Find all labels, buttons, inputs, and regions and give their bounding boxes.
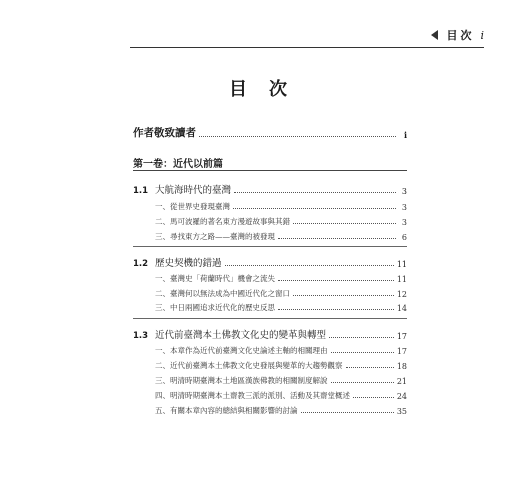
dot-leader: [331, 351, 394, 353]
running-title: 目次: [446, 29, 475, 42]
section-page: 12: [396, 290, 407, 299]
chapter-number: 1.1: [133, 186, 149, 196]
section-label: 三、明清時期臺灣本土地區漢族佛教的相關制度解說: [155, 376, 328, 385]
section-page: 18: [396, 362, 407, 371]
dot-leader: [278, 279, 394, 281]
dot-leader: [353, 396, 394, 398]
toc-entry-preface[interactable]: [133, 125, 407, 140]
section-page: 3: [401, 203, 407, 212]
section-page: 35: [396, 407, 407, 416]
part-rule: [133, 170, 407, 171]
chapter-page: 11: [396, 260, 407, 269]
header-page-number: i: [480, 28, 484, 42]
dot-leader: [225, 264, 394, 266]
dot-leader: [293, 222, 396, 224]
toc-chapter-1-3[interactable]: [133, 327, 407, 341]
chapter-page: 17: [396, 332, 407, 341]
section-label: 五、有關本章內容的總結與相關影響的討論: [155, 406, 298, 415]
section-page: 11: [396, 275, 407, 284]
toc-section[interactable]: [155, 390, 407, 401]
running-header: [0, 25, 484, 45]
toc-section[interactable]: [155, 375, 407, 386]
dot-leader: [293, 294, 394, 296]
preface-page: i: [403, 130, 407, 140]
section-label: 四、明清時期臺灣本土齋教三派的派別、活動及其齋堂概述: [155, 391, 350, 400]
toc-section[interactable]: [155, 345, 407, 356]
section-label: 二、馬可波羅的著名東方漫遊故事與其錯: [155, 217, 290, 226]
section-page: 17: [396, 347, 407, 356]
section-label: 三、尋找東方之路——臺灣的被發現: [155, 232, 275, 241]
section-label: 二、臺灣何以無法成為中國近代化之窗口: [155, 289, 290, 298]
toc-section[interactable]: [155, 216, 407, 227]
dot-leader: [234, 191, 396, 193]
dot-leader: [278, 237, 396, 239]
dot-leader: [301, 411, 394, 413]
dot-leader: [278, 308, 394, 310]
chapter-title: 歷史契機的錯過: [155, 258, 222, 269]
section-label: 一、從世界史發現臺灣: [155, 202, 230, 211]
chapter-title: 近代前臺灣本土佛教文化史的變革與轉型: [155, 330, 327, 341]
section-page: 24: [396, 392, 407, 401]
section-label: 一、本章作為近代前臺灣文化史論述主軸的相關理由: [155, 346, 328, 355]
toc-section[interactable]: [155, 302, 407, 313]
toc-section[interactable]: [155, 201, 407, 212]
chapter-divider: [133, 246, 407, 247]
section-page: 3: [401, 218, 407, 227]
toc-chapter-1-1[interactable]: [133, 182, 407, 196]
toc-section[interactable]: [155, 273, 407, 284]
toc-section[interactable]: [155, 288, 407, 299]
toc-section[interactable]: [155, 231, 407, 242]
dot-leader: [346, 366, 394, 368]
section-label: 二、近代前臺灣本土佛教文化史發展與變革的大趨勢觀察: [155, 361, 343, 370]
preface-label: 作者敬致讀者: [133, 127, 196, 139]
dot-leader: [331, 381, 394, 383]
dot-leader: [329, 336, 394, 338]
chapter-divider: [133, 318, 407, 319]
toc-section[interactable]: [155, 405, 407, 416]
page-title: 目次: [229, 79, 309, 100]
chapter-page: 3: [401, 187, 407, 196]
part-heading: 第一卷：近代以前篇: [133, 159, 223, 170]
chapter-number: 1.2: [133, 259, 149, 269]
header-rule: [130, 47, 484, 48]
toc-section[interactable]: [155, 360, 407, 371]
section-page: 14: [396, 304, 407, 313]
triangle-marker-icon: [431, 30, 438, 40]
dot-leader: [199, 135, 396, 137]
dot-leader: [233, 207, 396, 209]
section-page: 6: [401, 233, 407, 242]
toc-chapter-1-2[interactable]: [133, 255, 407, 269]
chapter-title: 大航海時代的臺灣: [155, 185, 232, 196]
section-page: 21: [396, 377, 407, 386]
section-label: 三、中日兩國追求近代化的歷史反思: [155, 303, 275, 312]
chapter-number: 1.3: [133, 331, 149, 341]
section-label: 一、臺灣史「荷蘭時代」機會之流失: [155, 274, 275, 283]
